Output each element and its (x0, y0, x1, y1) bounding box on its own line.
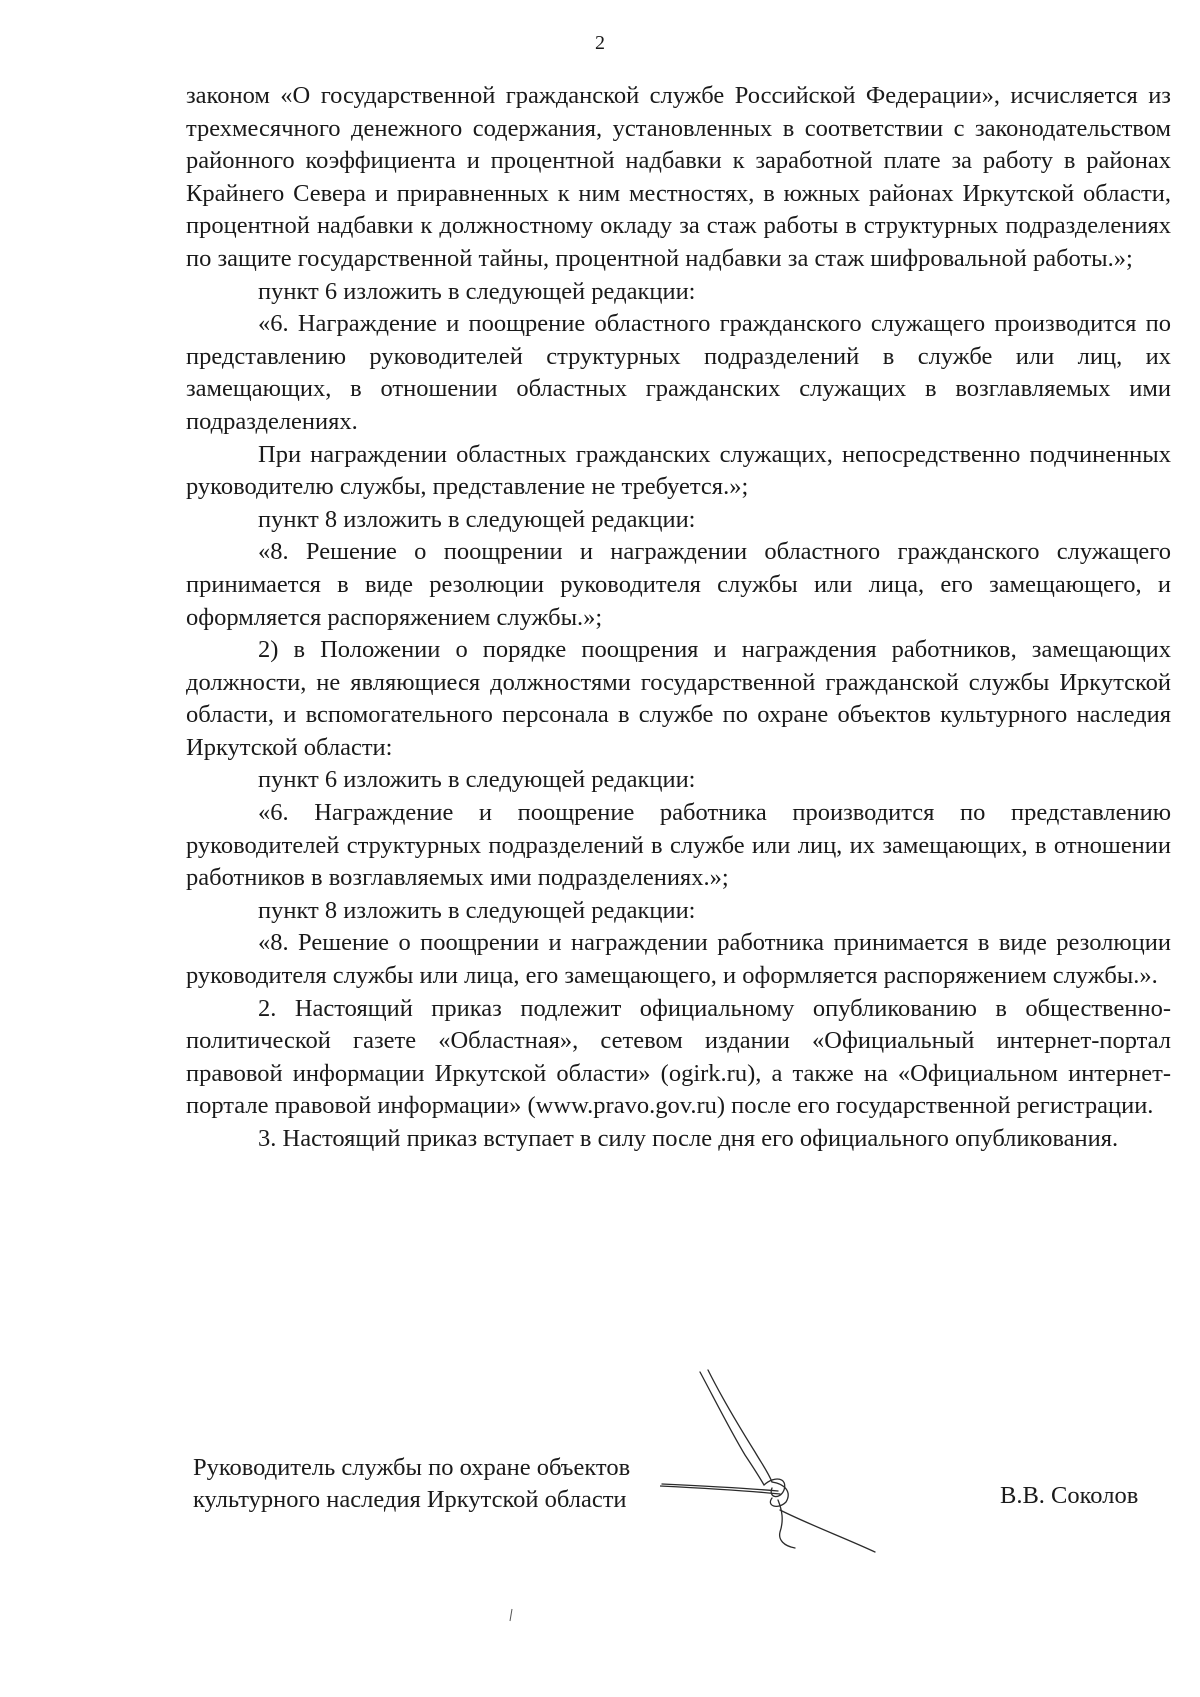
paragraph-worker-item-6: «6. Награждение и поощрение работника производится по представлению руководителей структурных подразделений в службе или лиц, их замещающих, в отношении работников в возглавляемых ими подразделениях.»; (186, 799, 1171, 892)
page-number: 2 (595, 32, 605, 54)
paragraph-amendment-intro: пункт 6 изложить в следующей редакции: (258, 277, 696, 305)
paragraph-amendment-intro: пункт 8 изложить в следующей редакции: (258, 505, 696, 533)
paragraph-subsection-2: 2) в Положении о порядке поощрения и награждения работников, замещающих должности, не являющиеся должностями государственной гражданской службы Иркутской области, и вспомогательного персонала в службе по охране объектов культурного наследия Иркутской области: (186, 636, 1171, 761)
paragraph-continuation: законом «О государственной гражданской службе Российской Федерации», исчисляется из трехмесячного денежного содержания, установленных в соответствии с законодательством районного коэффициента и процентной надбавки к заработной плате за работу в районах Крайнего Севера и приравненных к ним местностях, в южных районах Иркутской области, процентной надбавки к должностному окладу за стаж работы в структурных подразделениях по защите государственной тайны, процентной надбавки за стаж шифровальной работы.»; (186, 82, 1171, 272)
paragraph-amendment-intro: пункт 6 изложить в следующей редакции: (258, 766, 696, 794)
scan-artifact-mark (508, 1608, 514, 1622)
document-body (186, 80, 1171, 1156)
paragraph-publication: 2. Настоящий приказ подлежит официальному опубликованию в общественно-политической газете «Областная», сетевом издании «Официальный интернет-портал правовой информации Иркутской области» (ogirk.ru), а также на «Официальном интернет-портале правовой информации» (www.pravo.gov.ru) после его государственной регистрации. (186, 994, 1171, 1120)
paragraph-item-6: «6. Награждение и поощрение областного гражданского служащего производится по представлению руководителей структурных подразделений в службе или лиц, их замещающих, в отношении областных гражданских служащих в возглавляемых ими подразделениях. (186, 310, 1171, 435)
signer-name: В.В. Соколов (1000, 1482, 1139, 1509)
paragraph-item-8: «8. Решение о поощрении и награждении областного гражданского служащего принимается в виде резолюции руководителя службы или лица, его замещающего, и оформляется распоряжением службы.»; (186, 538, 1171, 631)
paragraph-entry-into-force: 3. Настоящий приказ вступает в силу после дня его официального опубликования. (258, 1125, 1119, 1152)
paragraph-amendment-intro: пункт 8 изложить в следующей редакции: (258, 896, 696, 924)
paragraph-item-6-note: При награждении областных гражданских служащих, непосредственно подчиненных руководителю службы, представление не требуется.»; (186, 440, 1171, 501)
signer-position-line: Руководитель службы по охране объектов (193, 1454, 631, 1481)
signer-position-line: культурного наследия Иркутской области (193, 1486, 627, 1513)
paragraph-worker-item-8: «8. Решение о поощрении и награждении работника принимается в виде резолюции руководителя службы или лица, его замещающего, и оформляется распоряжением службы.». (186, 929, 1171, 990)
